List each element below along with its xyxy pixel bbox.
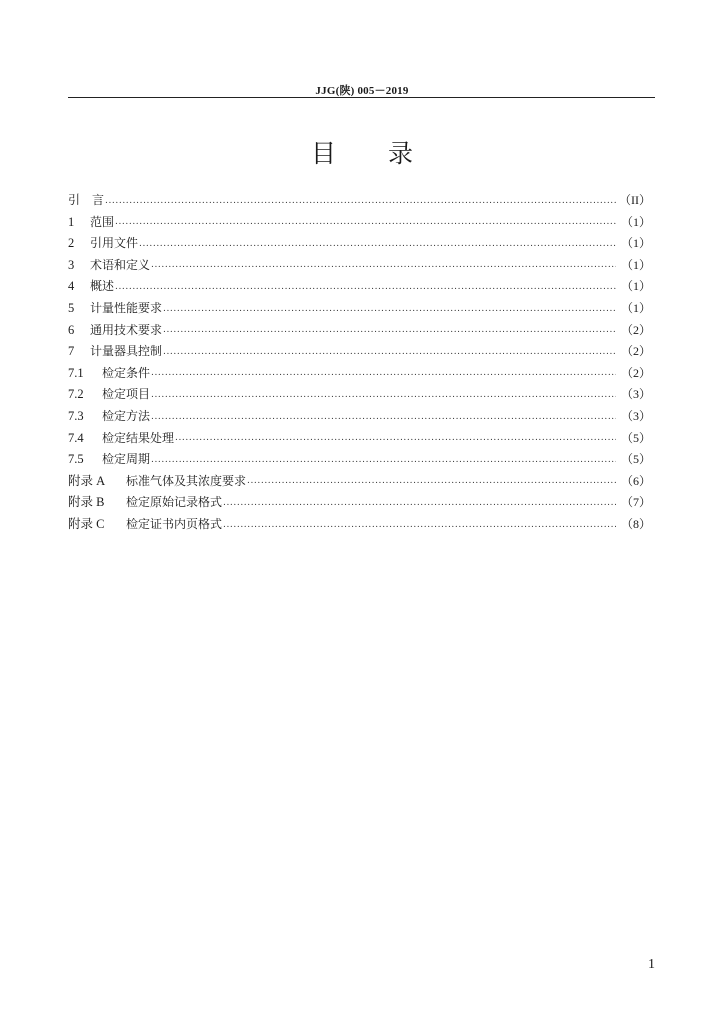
toc-label: 检定方法 [102, 408, 151, 423]
toc-leader-dots [175, 428, 616, 450]
toc-entry-preface[interactable] [68, 190, 651, 212]
toc-label: 概述 [90, 279, 115, 294]
toc-number: 4 [68, 279, 75, 294]
toc-entry-7-1[interactable] [68, 363, 651, 385]
toc-leader-dots [223, 514, 616, 536]
toc-label: 检定条件 [102, 365, 151, 380]
toc-leader-dots [163, 341, 616, 363]
toc-page: （1） [620, 236, 651, 251]
toc-entry-7-5[interactable] [68, 449, 651, 471]
title-char-2: 录 [388, 139, 414, 168]
toc-number: 7 [68, 344, 75, 359]
toc-leader-dots [115, 212, 616, 234]
toc-leader-dots [151, 384, 616, 406]
toc-number: 2 [68, 236, 75, 251]
toc-label: 检定证书内页格式 [126, 516, 223, 531]
toc-number: 附录 C [68, 516, 105, 531]
toc-number: 7.2 [68, 387, 84, 402]
toc-page: （II） [619, 193, 651, 207]
toc-number: 7.3 [68, 408, 84, 423]
toc-number: 3 [68, 257, 75, 272]
toc-number: 附录 A [68, 473, 106, 488]
toc-number: 1 [68, 214, 75, 229]
toc-page: （3） [620, 408, 651, 423]
toc-entry-7[interactable] [68, 341, 651, 363]
toc-label: 检定原始记录格式 [126, 495, 223, 510]
toc-number: 6 [68, 322, 75, 337]
toc-page: （5） [620, 452, 651, 467]
toc-entry-7-2[interactable] [68, 384, 651, 406]
toc-label: 术语和定义 [90, 257, 151, 272]
toc-entry-6[interactable] [68, 320, 651, 342]
toc-leader-dots [163, 298, 616, 320]
toc-label: 计量器具控制 [90, 344, 163, 359]
toc-page: （8） [620, 516, 651, 531]
toc-leader-dots [151, 363, 616, 385]
title-char-1: 目 [310, 139, 336, 168]
toc-label: 引 言 [68, 193, 105, 207]
toc-page: （1） [620, 214, 651, 229]
toc-label: 通用技术要求 [90, 322, 163, 337]
toc-label: 检定周期 [102, 452, 151, 467]
toc-entry-2[interactable] [68, 233, 651, 255]
toc-leader-dots [151, 449, 616, 471]
header-rule [68, 97, 655, 98]
toc-page: （6） [620, 473, 651, 488]
toc-number: 5 [68, 300, 75, 315]
document-code: JJG(陕) 005－2019 [315, 85, 409, 97]
toc-number: 7.1 [68, 365, 84, 380]
toc-leader-dots [139, 233, 616, 255]
toc-entry-7-4[interactable] [68, 428, 651, 450]
toc-entry-3[interactable] [68, 255, 651, 277]
toc-entry-7-3[interactable] [68, 406, 651, 428]
table-of-contents [68, 190, 651, 536]
toc-label: 检定结果处理 [102, 430, 175, 445]
toc-leader-dots [223, 492, 616, 514]
toc-leader-dots [151, 406, 616, 428]
toc-leader-dots [115, 276, 616, 298]
toc-page: （7） [620, 495, 651, 510]
toc-label: 标准气体及其浓度要求 [126, 473, 247, 488]
toc-entry-4[interactable] [68, 276, 651, 298]
toc-entry-appendix-a[interactable] [68, 471, 651, 493]
toc-label: 范围 [90, 214, 115, 229]
toc-number: 7.5 [68, 452, 84, 467]
toc-entry-appendix-b[interactable] [68, 492, 651, 514]
toc-page: （2） [620, 322, 651, 337]
toc-number: 附录 B [68, 495, 105, 510]
toc-entry-5[interactable] [68, 298, 651, 320]
toc-page: （3） [620, 387, 651, 402]
toc-page: （2） [620, 344, 651, 359]
toc-page: （1） [620, 279, 651, 294]
toc-label: 计量性能要求 [90, 300, 163, 315]
toc-page: （5） [620, 430, 651, 445]
toc-page: （2） [620, 365, 651, 380]
toc-leader-dots [105, 190, 616, 212]
page-number: 1 [648, 957, 655, 972]
toc-page: （1） [620, 300, 651, 315]
toc-leader-dots [151, 255, 616, 277]
toc-number: 7.4 [68, 430, 84, 445]
page-title [0, 134, 724, 170]
toc-leader-dots [247, 471, 616, 493]
toc-label: 引用文件 [90, 236, 139, 251]
toc-entry-appendix-c[interactable] [68, 514, 651, 536]
toc-entry-1[interactable] [68, 212, 651, 234]
toc-leader-dots [163, 320, 616, 342]
toc-page: （1） [620, 257, 651, 272]
toc-label: 检定项目 [102, 387, 151, 402]
